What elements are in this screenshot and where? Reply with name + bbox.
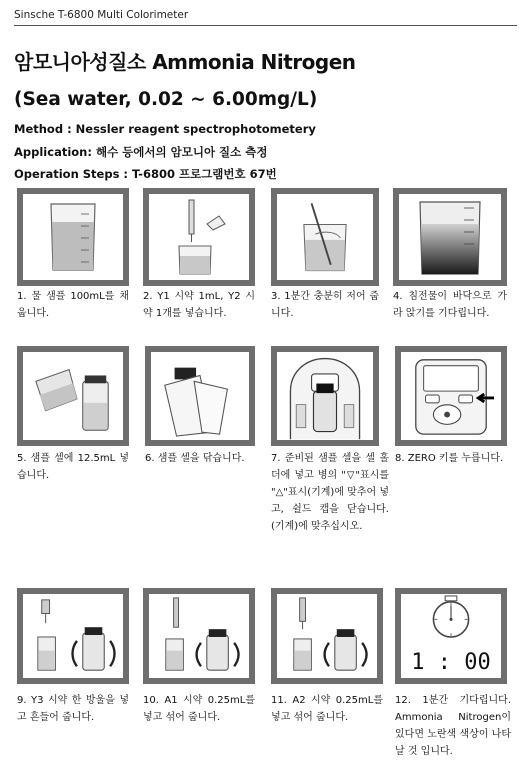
step-caption: 6. 샘플 셀을 닦습니다. bbox=[145, 453, 245, 464]
step-caption: 8. ZERO 키를 누릅니다. bbox=[395, 453, 504, 464]
document-header: Sinsche T-6800 Multi Colorimeter bbox=[14, 9, 189, 21]
method-line: Method : Nessler reagent spectrophotometery bbox=[14, 122, 316, 136]
a2-pipette-mix-icon bbox=[271, 588, 383, 684]
step-caption: 1. 물 샘플 100mL를 채웁니다. bbox=[17, 291, 129, 319]
step-caption: 3. 1분간 충분히 저어 줍니다. bbox=[271, 291, 379, 319]
a1-pipette-mix-icon bbox=[143, 588, 255, 684]
pour-to-cell-icon bbox=[17, 346, 129, 446]
step-caption: 7. 준비된 샘플 셀을 셀 홀더에 넣고 병의 "▽"표시를 "△"표시(기계)에 맞추어 넣고, 쉴드 캡을 닫습니다. (기계)에 맞추십시오. bbox=[271, 453, 389, 532]
step-caption: 4. 침전물이 바닥으로 가라 앉기를 기다립니다. bbox=[393, 291, 507, 319]
step-caption: 2. Y1 시약 1mL, Y2 시약 1개를 넣습니다. bbox=[143, 291, 255, 319]
wipe-cell-icon bbox=[145, 346, 255, 446]
page-subtitle-range: (Sea water, 0.02 ~ 6.00mg/L) bbox=[14, 89, 318, 110]
cell-holder-icon bbox=[271, 346, 379, 446]
y3-drop-shake-icon bbox=[17, 588, 129, 684]
page-title: 암모니아성질소 Ammonia Nitrogen bbox=[14, 50, 356, 74]
dropper-reagent-icon bbox=[143, 188, 255, 286]
beaker-sample-icon bbox=[17, 188, 129, 286]
zero-key-icon bbox=[395, 346, 507, 446]
step-caption: 9. Y3 시약 한 방울을 넣고 흔들어 줍니다. bbox=[17, 695, 129, 723]
step-caption: 5. 샘플 셀에 12.5mL 넣습니다. bbox=[17, 453, 129, 481]
timer-display: 1 : 00 bbox=[411, 650, 491, 675]
operation-steps-line: Operation Steps : T-6800 프로그램번호 67번 bbox=[14, 167, 277, 181]
sediment-beaker-icon bbox=[393, 188, 507, 286]
stopwatch-icon bbox=[395, 588, 507, 684]
application-line: Application: 해수 등에서의 암모니아 질소 측정 bbox=[14, 145, 268, 159]
step-caption: 12. 1분간 기다립니다. Ammonia Nitrogen이 있다면 노란색 색상이 나타날 것 입니다. bbox=[395, 695, 511, 757]
step-caption: 11. A2 시약 0.25mL를 넣고 섞어 줍니다. bbox=[271, 695, 383, 723]
step-caption: 10. A1 시약 0.25mL를 넣고 섞어 줍니다. bbox=[143, 695, 255, 723]
stirring-rod-icon bbox=[271, 188, 379, 286]
header-divider bbox=[14, 25, 517, 26]
